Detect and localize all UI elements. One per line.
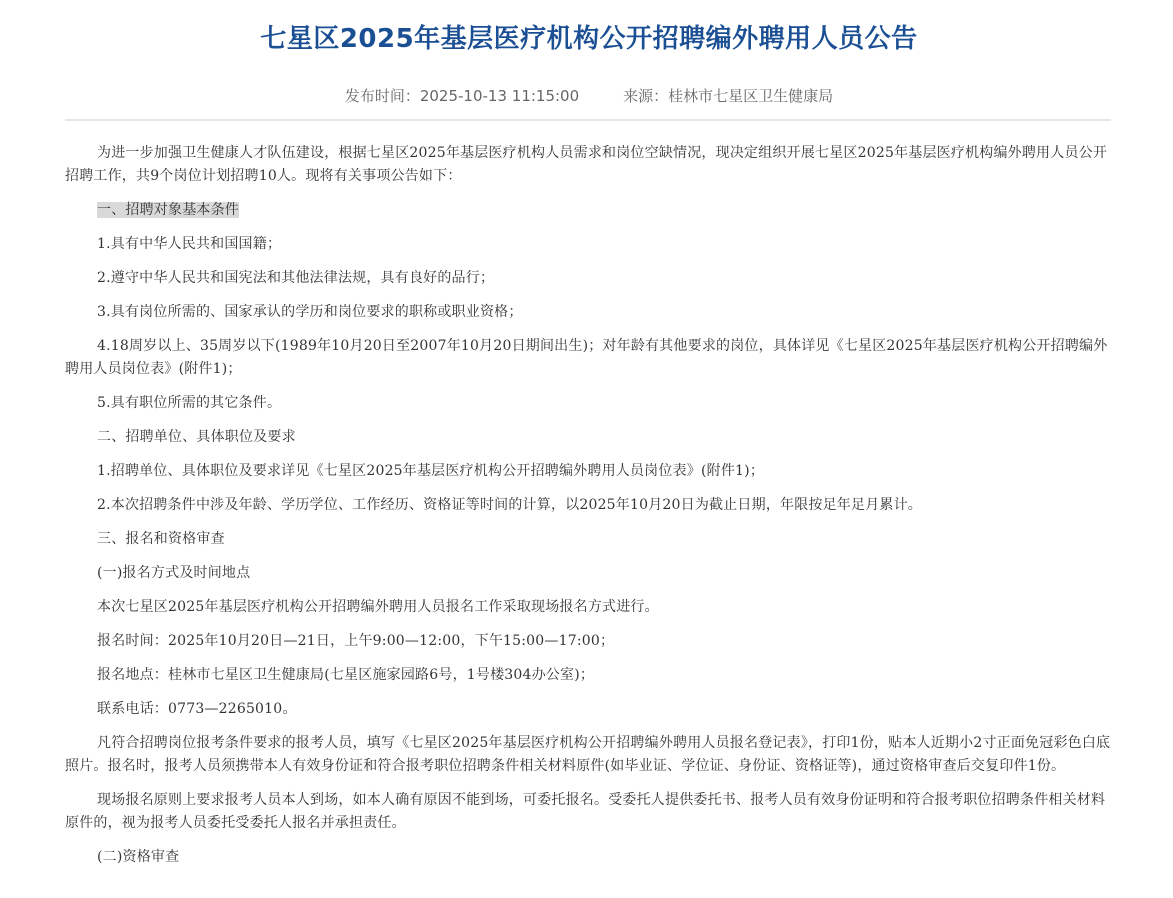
article-body xyxy=(65,142,1111,880)
section-heading-1[interactable] xyxy=(65,199,1111,222)
requirement-item: 2.本次招聘条件中涉及年龄、学历学位、工作经历、资格证等时间的计算，以2025年10月20日为截止日期，年限按足年足月累计。 xyxy=(97,497,923,513)
article-meta xyxy=(0,85,1173,106)
title-divider xyxy=(65,119,1111,121)
page-title: 七星区2025年基层医疗机构公开招聘编外聘用人员公告 xyxy=(260,24,918,54)
selected-text[interactable]: 一、招聘对象基本条件 xyxy=(97,202,239,218)
subsection-heading: (二)资格审查 xyxy=(97,849,180,865)
condition-item: 4.18周岁以上、35周岁以下(1989年10月20日至2007年10月20日期间出生)；对年龄有其他要求的岗位，具体详见《七星区2025年基层医疗机构公开招聘编外聘用人员岗位表》(附件1)； xyxy=(65,338,1108,377)
condition-item: 2.遵守中华人民共和国宪法和其他法律法规，具有良好的品行； xyxy=(97,270,495,286)
article-source: 来源：桂林市七星区卫生健康局 xyxy=(623,87,834,105)
section-heading-2: 二、招聘单位、具体职位及要求 xyxy=(97,429,296,445)
registration-time: 报名时间：2025年10月20日—21日，上午9:00—12:00，下午15:00—17:00； xyxy=(97,633,615,649)
subsection-heading: (一)报名方式及时间地点 xyxy=(97,565,251,581)
condition-item: 1.具有中华人民共和国国籍； xyxy=(97,236,282,252)
requirement-item: 1.招聘单位、具体职位及要求详见《七星区2025年基层医疗机构公开招聘编外聘用人员岗位表》(附件1)； xyxy=(97,463,765,479)
contact-phone: 联系电话：0773—2265010。 xyxy=(97,701,297,717)
proxy-registration-note: 现场报名原则上要求报考人员本人到场，如本人确有原因不能到场，可委托报名。受委托人提供委托书、报考人员有效身份证明和符合报考职位招聘条件相关材料原件的，视为报考人员委托受委托人报名并承担责任。 xyxy=(65,792,1106,831)
condition-item: 5.具有职位所需的其它条件。 xyxy=(97,395,282,411)
registration-location: 报名地点：桂林市七星区卫生健康局(七星区施家园路6号，1号楼304办公室)； xyxy=(97,667,595,683)
section-heading-3: 三、报名和资格审查 xyxy=(97,531,225,547)
intro-paragraph: 为进一步加强卫生健康人才队伍建设，根据七星区2025年基层医疗机构人员需求和岗位空缺情况，现决定组织开展七星区2025年基层医疗机构编外聘用人员公开招聘工作，共9个岗位计划招聘10人。现将有关事项公告如下： xyxy=(65,145,1108,184)
condition-item: 3.具有岗位所需的、国家承认的学历和岗位要求的职称或职业资格； xyxy=(97,304,523,320)
publish-time: 发布时间：2025-10-13 11:15:00 xyxy=(344,87,580,105)
registration-method: 本次七星区2025年基层医疗机构公开招聘编外聘用人员报名工作采取现场报名方式进行。 xyxy=(97,599,659,615)
registration-instructions: 凡符合招聘岗位报考条件要求的报考人员，填写《七星区2025年基层医疗机构公开招聘编外聘用人员报名登记表》，打印1份，贴本人近期小2寸正面免冠彩色白底照片。报名时，报考人员须携带本人有效身份证和符合报考职位招聘条件相关材料原件(如毕业证、学位证、身份证、资格证等)，通过资格审查后交复印件1份。 xyxy=(65,735,1111,774)
